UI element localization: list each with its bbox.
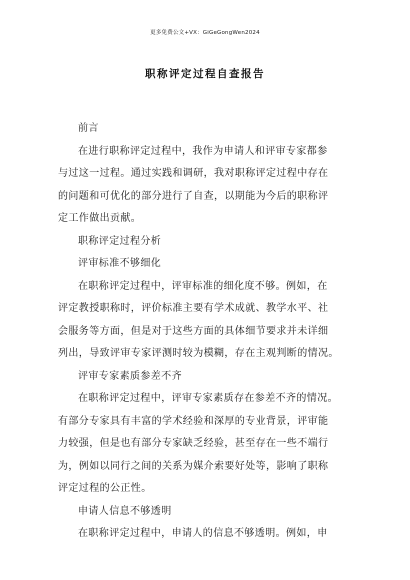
paragraph-line: 前言 [78,123,99,134]
paragraph-line: 与过这一过程。通过实践和调研，我对职称评定过程中存在 [58,168,329,179]
paragraph-line: 职称评定过程分析 [78,235,162,247]
paragraph-line: 会服务等方面，但是对于这些方面的具体细节要求并未详细 [58,325,329,337]
paragraph-line: 在进行职称评定过程中，我作为申请人和评审专家都参 [78,145,328,157]
paragraph-line: 在职称评定过程中，评审标准的细化度不够。例如，在 [78,280,328,292]
paragraph-line: 在职称评定过程中，申请人的信息不够透明。例如，申 [78,528,328,539]
paragraph-line: 列出，导致评审专家评测时较为模糊，存在主观判断的情况。 [58,348,339,359]
paragraph-line: 申请人信息不够透明 [78,505,172,517]
paragraph-line: 的问题和可优化的部分进行了自查，以期能为今后的职称评 [58,190,329,202]
paragraph-line: 为，例如以同行之间的关系为媒介索要好处等，影响了职称 [58,460,329,472]
header-note: 更多免费公文+VX：GiGeGongWen2024 [150,30,260,36]
paragraph-line: 评定教授职称时，评价标准主要有学术成就、教学水平、社 [58,303,329,314]
paragraph-line: 评审专家素质参差不齐 [78,370,182,382]
document-title: 职称评定过程自查报告 [145,68,265,80]
paragraph-line: 有部分专家具有丰富的学术经验和深厚的专业背景，评审能 [58,415,329,427]
paragraph-line: 力较强，但是也有部分专家缺乏经验，甚至存在一些不端行 [58,438,329,449]
document-body [58,118,350,546]
paragraph-line: 定工作做出贡献。 [58,213,142,224]
paragraph-line: 评审标准不够细化 [78,258,162,269]
paragraph-line: 评定过程的公正性。 [58,483,152,494]
paragraph-line: 在职称评定过程中，评审专家素质存在参差不齐的情况。 [78,393,338,404]
